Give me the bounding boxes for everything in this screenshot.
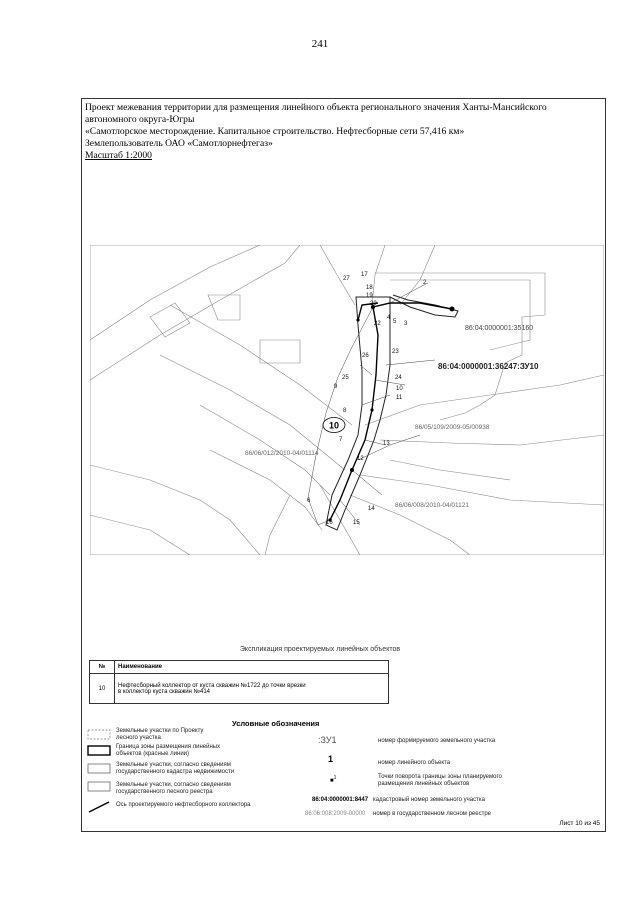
point-label: 6 <box>307 498 311 504</box>
point-label: 4 <box>387 315 391 321</box>
point-label: 9 <box>334 384 338 390</box>
explication-table <box>89 660 389 704</box>
forest-registry-symbol <box>88 782 110 791</box>
header-line-4: Землепользователь ОАО «Самотлорнефтегаз» <box>85 138 273 149</box>
legend-symbol-object-number: 1 <box>328 754 334 764</box>
point-label: 22 <box>374 321 381 327</box>
point-label: 5 <box>393 319 397 325</box>
parcel-forest-number: 86/06/008/2010-04/01121 <box>395 502 469 509</box>
pipeline-axis-symbol <box>89 802 109 812</box>
explication-title: Экспликация проектируемых линейных объектов <box>239 646 401 653</box>
sheet-number: Лист 10 из 45 <box>559 820 600 827</box>
point-label: 15 <box>353 520 360 526</box>
parcel-forest-number: 86/06/012/2010-04/01114 <box>245 450 319 457</box>
legend-title: Условные обозначения <box>232 719 320 728</box>
legend-left-5: Ось проектируемого нефтесборного коллектора <box>116 802 251 808</box>
explication-row-name-line-2: в коллектор куста скважин №414 <box>118 688 210 695</box>
point-label: 13 <box>383 441 390 447</box>
parcel-formed-number: 86:04:0000001:36247:ЗУ10 <box>438 362 539 371</box>
point-label: 12 <box>357 456 364 462</box>
explication-row-name <box>115 674 389 704</box>
point-label: 19 <box>366 293 373 299</box>
forest-parcel-symbol <box>88 730 110 739</box>
legend-right-4: кадастровый номер земельного участка <box>373 797 485 803</box>
legend-symbol-cadastral-number: 86:04:0000001:8447 <box>312 797 369 803</box>
legend-right-3: Точки поворота границы зоны планируемого размещения линейных объектов <box>378 774 502 787</box>
legend-left-1: Земельные участки по Проекту лесного участка <box>116 728 204 741</box>
object-number: 10 <box>328 420 340 431</box>
point-label: 2 <box>423 280 427 286</box>
point-label: 16 <box>326 520 333 526</box>
legend-symbol-formed-parcel: :ЗУ1 <box>318 735 337 745</box>
header-line-1: Проект межевания территории для размещения линейного объекта регионального значения Ханты-Мансийского <box>85 102 547 113</box>
legend-left-2: Граница зоны размещения линейных объектов (красные линии) <box>116 744 221 757</box>
legend-left-3: Земельные участки, согласно сведениям государственного кадастра недвижимости <box>116 762 235 775</box>
point-label: 27 <box>343 276 350 282</box>
parcel-map <box>90 245 604 555</box>
point-label: 14 <box>368 506 375 512</box>
explication-row-num: 10 <box>90 674 115 704</box>
legend-symbol-turn-point: ■$^1$ <box>330 775 337 784</box>
point-label: 24 <box>395 375 402 381</box>
zone-boundary-symbol <box>88 746 110 755</box>
legend-left-symbols <box>87 728 113 818</box>
legend-right-1: номер формируемого земельного участка <box>378 738 496 744</box>
point-label: 11 <box>396 395 403 401</box>
page-number: 241 <box>311 38 329 50</box>
point-label: 8 <box>343 408 347 414</box>
point-label: 23 <box>392 349 399 355</box>
parcel-forest-number: 86/05/109/2009-05/00938 <box>415 424 490 431</box>
point-label: 25 <box>342 375 349 381</box>
legend-left-4: Земельные участки, согласно сведениям государственного лесного реестра <box>116 782 231 795</box>
cadastre-parcel-symbol <box>88 764 110 773</box>
legend-symbol-forest-number: 86:06:008:2009-00000 <box>305 811 366 817</box>
explication-col-name: Наименование <box>115 661 389 674</box>
point-label: 7 <box>339 437 343 443</box>
legend-right-2: номер линейного объекта <box>378 760 451 766</box>
map-scale: Масштаб 1:2000 <box>85 150 152 161</box>
point-label: 3 <box>404 321 408 327</box>
legend-right-5: номер в государственном лесном реестре <box>373 811 492 817</box>
parcel-cadastral-number: 86:04:0000001:35160 <box>465 325 534 332</box>
header-line-2: автономного округа-Югры <box>85 114 195 125</box>
explication-col-num: № <box>90 661 115 674</box>
point-label: 10 <box>396 386 403 392</box>
explication-row-name-line-1: Нефтесборный коллектор от куста скважин №1722 до точки врезки <box>118 682 306 689</box>
point-label: 20 <box>370 301 377 307</box>
header-line-3: «Самотлорское месторождение. Капитальное строительство. Нефтесборные сети 57,416 км» <box>85 126 465 137</box>
point-label: 18 <box>366 285 373 291</box>
point-label: 17 <box>361 272 368 278</box>
point-label: 26 <box>362 353 369 359</box>
